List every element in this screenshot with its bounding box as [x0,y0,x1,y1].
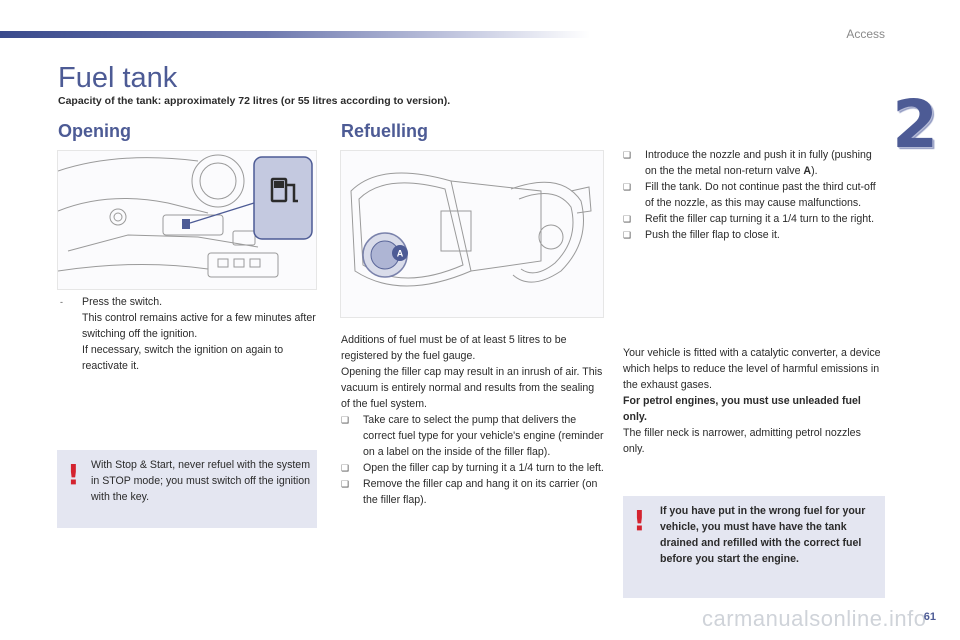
catalytic-note [623,345,885,457]
step-text: Open the filler cap by turning it a 1/4 turn to the left. [363,462,604,474]
step-text: Refit the filler cap turning it a 1/4 turn to the right. [645,213,875,225]
bullet-icon: ❑ [623,182,632,192]
bullet-icon: ❑ [341,479,350,489]
bullet-icon: ❑ [341,463,350,473]
filler-cap-illustration [340,150,604,318]
stop-start-warning [57,450,317,528]
step-text: Introduce the nozzle and push it in fully (pushing on the the metal non-return valve [645,149,872,177]
warning-icon: ! [633,504,646,537]
catalytic-text: Your vehicle is fitted with a catalytic converter, a device which helps to reduce the level of harmful emissions in the exhaust gases. [623,347,881,391]
dashboard-switch-illustration [57,150,317,290]
instruction-line: This control remains active for a few minutes after switching off the ignition. [82,312,316,340]
instruction-line: If necessary, switch the ignition on again to reactivate it. [82,344,284,372]
refuelling-steps-continued [623,147,885,243]
step-text: Remove the filler cap and hang it on its carrier (on the filler flap). [363,478,598,506]
bullet-icon: ❑ [341,415,350,425]
intro-line: Additions of fuel must be of at least 5 litres to be registered by the fuel gauge. [341,334,567,362]
refuelling-instructions [341,332,605,508]
opening-instructions [60,294,322,374]
warning-icon: ! [67,458,80,491]
callout-a: A [396,248,404,259]
page-title: Fuel tank [58,62,178,94]
filler-drawing [341,151,603,317]
capacity-note: Capacity of the tank: approximately 72 litres (or 55 litres according to version). [58,95,451,107]
warning-text: If you have put in the wrong fuel for your vehicle, you must have have the tank drained and refilled with the correct fuel before you start the engine. [660,505,866,565]
step-text: Take care to select the pump that delivers the correct fuel type for your vehicle's engine (reminder on a label on the inside of the filler flap). [363,414,604,458]
step-text: Fill the tank. Do not continue past the third cut-off of the nozzle, as this may cause malfunctions. [645,181,876,209]
refuelling-heading: Refuelling [341,121,429,141]
valve-label: A [803,165,812,177]
page-number: 61 [923,611,936,623]
filler-neck-note: The filler neck is narrower, admitting petrol nozzles only. [623,427,861,455]
watermark: carmanualsonline.info [702,606,927,631]
dashboard-drawing [58,151,316,289]
petrol-note: For petrol engines, you must use unleaded fuel only. [623,395,861,423]
intro-line: Opening the filler cap may result in an inrush of air. This vacuum is entirely normal and results from the sealing of the fuel system. [341,366,603,410]
step-text: Push the filler flap to close it. [645,229,780,241]
bullet-icon: ❑ [623,150,632,160]
header-bar [0,31,590,38]
warning-text: With Stop & Start, never refuel with the system in STOP mode; you must switch off the ignition with the key. [91,459,311,503]
instruction-line: Press the switch. [82,296,163,308]
bullet-icon: ❑ [623,214,632,224]
chapter-number: 2 [892,86,938,163]
bullet-icon: ❑ [623,230,632,240]
opening-heading: Opening [58,121,131,141]
wrong-fuel-warning [623,496,885,598]
step-text-end: ). [811,165,818,177]
step-dash: - [60,297,63,307]
section-name: Access [846,27,885,41]
